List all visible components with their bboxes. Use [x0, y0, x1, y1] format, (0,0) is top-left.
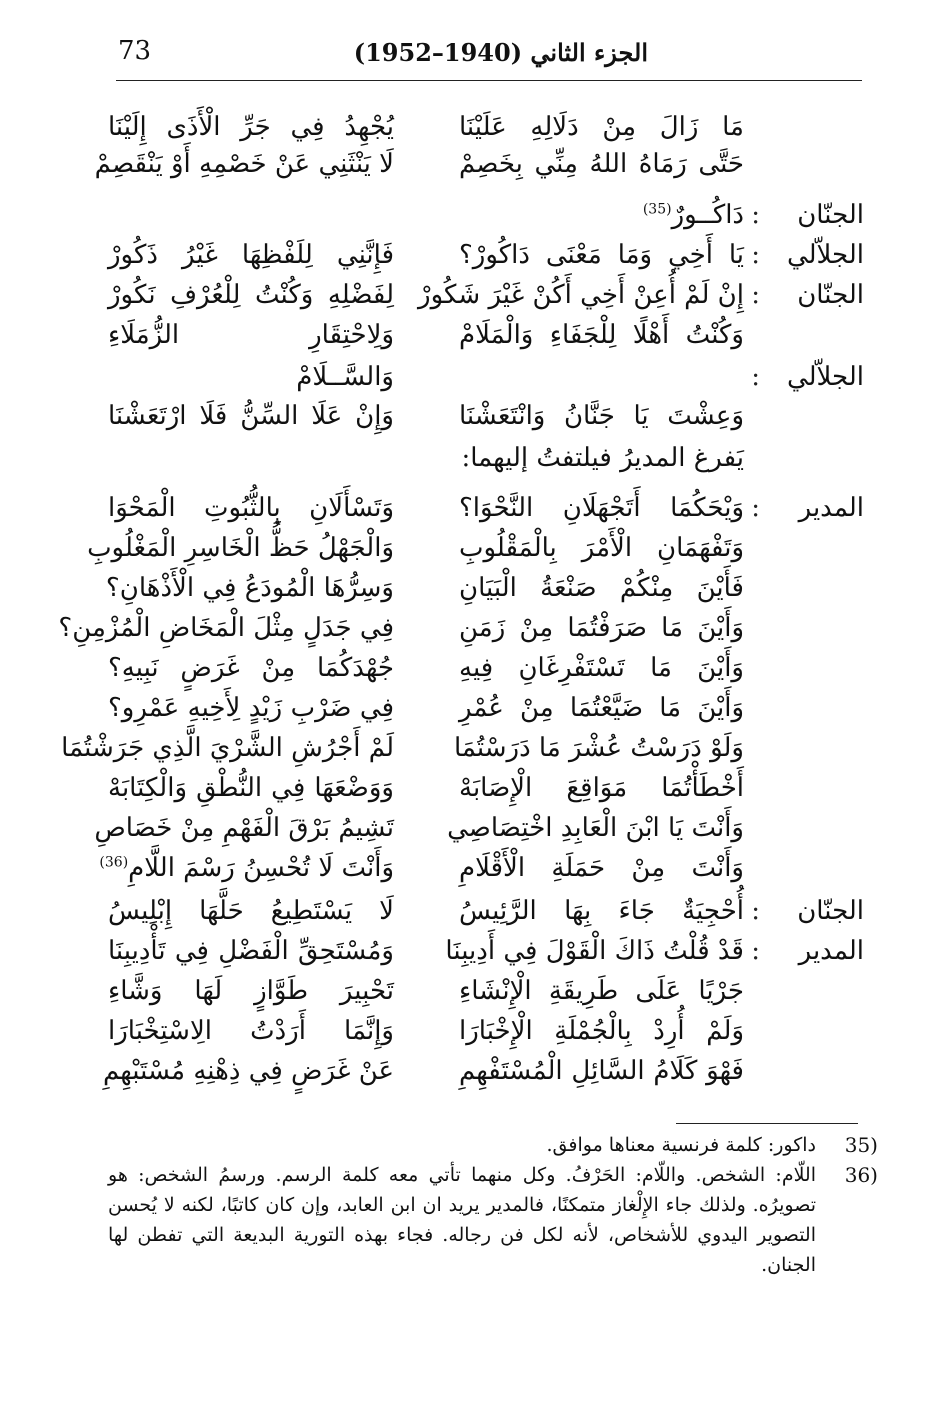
verse-line — [0, 726, 944, 770]
verse-first-hemistich: جَرْيًا عَلَى طَرِيقَةِ الْإِنْشَاءِ — [459, 976, 744, 1006]
verse-line — [0, 846, 944, 890]
verse-second-hemistich: تَحْبِيرَ طَوَّازٍ لَهَا وَشَّاءِ — [108, 976, 394, 1006]
verse-first-hemistich: حَتَّى رَمَاهُ اللهُ مِنِّي بِخَصِمْ — [459, 149, 744, 179]
verse-second-hemistich: فَإِنَّنِي لِلَفْظِهَا غَيْرُ ذَكُورْ — [108, 240, 394, 270]
footnote-number: 36) — [844, 1163, 878, 1187]
speaker-name: الجلاّلي — [786, 362, 864, 392]
verse-first-hemistich: وَأَيْنَ مَا صَرَفْتُمَا مِنْ زَمَنِ — [459, 613, 744, 643]
footnote-text: داكور: كلمة فرنسية معناها موافق. — [546, 1134, 816, 1156]
verse-line — [0, 606, 944, 650]
verse-first-hemistich: فَهْوَ كَلَامُ السَّائِلِ الْمُسْتَفْهِمِ — [459, 1056, 744, 1086]
verse-second-hemistich: وَمُسْتَحِقِّ الْفَضْلِ فِي تَأْدِيبِنَا — [108, 936, 394, 966]
speaker-name: الجنّان — [797, 200, 864, 230]
verse-line — [0, 806, 944, 850]
verse-first-hemistich: مَا زَالَ مِنْ دَلَالِهِ عَلَيْنَا — [459, 112, 744, 142]
footnotes — [108, 1130, 878, 1280]
speaker-colon: : — [751, 362, 760, 392]
verse-line — [0, 929, 944, 973]
verse-second-hemistich: عَنْ غَرَضٍ فِي ذِهْنِهِ مُسْتَبْهِمِ — [102, 1056, 394, 1086]
speaker-colon: : — [751, 493, 760, 523]
verse-line — [0, 436, 944, 480]
verse-line — [0, 1009, 944, 1053]
verse-first-hemistich: وَتَفْهَمَانِ الْأَمْرَ بِالْمَقْلُوبِ — [459, 533, 744, 563]
verse-line — [0, 486, 944, 530]
verse-line — [0, 193, 944, 237]
verse-line — [0, 355, 944, 399]
verse-first-hemistich: إِنْ لَمْ أُعِنْ أَخِي أَكُنْ غَيْرَ شَكُورْ — [418, 280, 744, 310]
footnote-marker: (35) — [642, 201, 672, 218]
verse-second-hemistich: وَالسَّــلَامْ — [296, 362, 394, 392]
speaker-name: الجنّان — [797, 896, 864, 926]
verse-line — [0, 646, 944, 690]
footnote-rule — [676, 1123, 858, 1124]
running-head: الجزء الثاني (1940–1952) — [353, 38, 648, 67]
verse-line — [0, 766, 944, 810]
verse-second-hemistich: لِفَضْلِهِ وَكُنْتُ لِلْعُرْفِ نَكُورْ — [108, 280, 394, 310]
verse-second-hemistich: وَوَضْعَهَا فِي النُّطْقِ وَالْكِتَابَهْ — [108, 773, 394, 803]
verse-line — [0, 142, 944, 186]
verse-first-hemistich: فَأَيْنَ مِنْكُمْ صَنْعَةُ الْبَيَانِ — [459, 573, 744, 603]
verse-line — [0, 273, 944, 317]
verse-first-hemistich: أُحْجِيَةٌ جَاءَ بِهَا الرَّئِيسُ — [459, 896, 744, 926]
speaker-colon: : — [751, 896, 760, 926]
footnote-number: 35) — [844, 1133, 878, 1157]
verse-first-hemistich: وَأَيْنَ مَا تَسْتَفْرِغَانِ فِيهِ — [459, 653, 744, 683]
verse-second-hemistich: وَإِنْ عَلَا السِّنُّ فَلَا ارْتَعَشْنَا — [108, 401, 394, 431]
verse-first-hemistich: قَدْ قُلْتُ ذَاكَ الْقَوْلَ فِي أَدِيبِنَا — [445, 936, 744, 966]
verse-second-hemistich: جُهْدَكُمَا مِنْ غَرَضٍ نَبِيهِ؟ — [108, 653, 394, 683]
speaker-name: الجلاّلي — [786, 240, 864, 270]
header-rule — [116, 80, 862, 81]
verse-line — [0, 889, 944, 933]
verse-second-hemistich: لَا يَنْثَنِي عَنْ خَصْمِهِ أَوْ يَنْقَصِمْ — [94, 149, 394, 179]
verse-line — [0, 526, 944, 570]
verse-second-hemistich: فِي ضَرْبِ زَيْدٍ لِأَخِيهِ عَمْرِو؟ — [108, 693, 394, 723]
verse-first-hemistich: وَيْحَكُمَا أَتَجْهَلَانِ النَّحْوَا؟ — [459, 493, 744, 523]
verse-first-hemistich: دَاكُــورٌ$^{(35)}$ — [642, 200, 744, 230]
verse-second-hemistich: تَشِيمُ بَرْقَ الْفَهْمِ مِنْ خَصَاصِ — [94, 813, 394, 843]
verse-first-hemistich: يَفرغ المديرُ فيلتفتُ إليهما: — [461, 443, 744, 473]
verse-first-hemistich: وَعِشْتَ يَا جَنَّانُ وَانْتَعَشْنَا — [459, 401, 744, 431]
speaker-colon: : — [751, 280, 760, 310]
speaker-name: المدير — [798, 936, 864, 966]
verse-line — [0, 394, 944, 438]
verse-line — [0, 686, 944, 730]
footnote — [108, 1130, 878, 1160]
verse-second-hemistich: وَلِاحْتِقَارِ الزُّمَلَاءِ — [108, 320, 394, 350]
verse-line — [0, 313, 944, 357]
verse-second-hemistich: وَتَسْأَلَانِ بِالثُّبُوتِ الْمَحْوَا — [108, 493, 394, 523]
verse-second-hemistich: وَالْجَهْلُ حَظُّ الْخَاسِرِ الْمَغْلُوبِ — [87, 533, 394, 563]
speaker-colon: : — [751, 936, 760, 966]
footnote-text: اللّام: الشخص. واللّام: الحَرْفُ. وكل منهما تأتي معه كلمة الرسم. ورسمُ الشخص: هو تصويرُه. ولذلك جاء الإِلْغاز متمكنًا، فالمدير يريد ان ابن العابد، وإن كان كاتبًا، لكنه لا يُحسن التصوير اليدوي للأشخاص، لأنه لكل فن رجاله. فجاء بهذه التورية البديعة التي تفطن لها الجنان. — [108, 1164, 816, 1276]
speaker-colon: : — [751, 200, 760, 230]
verse-second-hemistich: وَأَنْتَ لَا تُحْسِنُ رَسْمَ اللَّامِ$^{(36)}$ — [99, 853, 394, 883]
verse-first-hemistich: يَا أَخِي وَمَا مَعْنَى دَاكُورْ؟ — [459, 240, 744, 270]
speaker-colon: : — [751, 240, 760, 270]
verse-first-hemistich: وَأَنْتَ يَا ابْنَ الْعَابِدِ اخْتِصَاصِي — [447, 813, 744, 843]
verse-second-hemistich: وَسِرُّهَا الْمُودَعُ فِي الْأَذْهَانِ؟ — [105, 573, 394, 603]
verse-first-hemistich: وَأَنْتَ مِنْ حَمَلَةِ الْأَقْلَامِ — [459, 853, 744, 883]
verse-line — [0, 969, 944, 1013]
speaker-name: الجنّان — [797, 280, 864, 310]
verse-second-hemistich: يُجْهِدُ فِي جَرِّ الْأَذَى إِلَيْنَا — [108, 112, 394, 142]
page-number: 73 — [118, 36, 152, 66]
verse-first-hemistich: وَكُنْتُ أَهْلًا لِلْجَفَاءِ وَالْمَلَامْ — [459, 320, 744, 350]
verse-line — [0, 566, 944, 610]
verse-line — [0, 1049, 944, 1093]
verse-second-hemistich: فِي جَدَلٍ مِثْلَ الْمَخَاضِ الْمُزْمِنِ؟ — [58, 613, 394, 643]
footnote-marker: (36) — [99, 854, 129, 871]
speaker-name: المدير — [798, 493, 864, 523]
verse-first-hemistich: وَلَوْ دَرَسْتُ عُشْرَ مَا دَرَسْتُمَا — [453, 733, 744, 763]
verse-second-hemistich: لَمْ أَجْرُشِ الشَّرْيَ الَّذِي جَرَشْتُمَا — [61, 733, 394, 763]
verse-line — [0, 233, 944, 277]
verse-first-hemistich: أَخْطَأْتُمَا مَوَاقِعَ الْإِصَابَهْ — [459, 773, 744, 803]
verse-second-hemistich: لَا يَسْتَطِيعُ حَلَّهَا إِبْلِيسُ — [108, 896, 394, 926]
verse-first-hemistich: وَأَيْنَ مَا ضَيَّعْتُمَا مِنْ عُمْرِ — [459, 693, 744, 723]
footnote — [108, 1160, 878, 1280]
verse-second-hemistich: وَإِنَّمَا أَرَدْتُ الِاسْتِخْبَارَا — [108, 1016, 394, 1046]
verse-first-hemistich: وَلَمْ أُرِدْ بِالْجُمْلَةِ الْإِخْبَارَا — [459, 1016, 744, 1046]
